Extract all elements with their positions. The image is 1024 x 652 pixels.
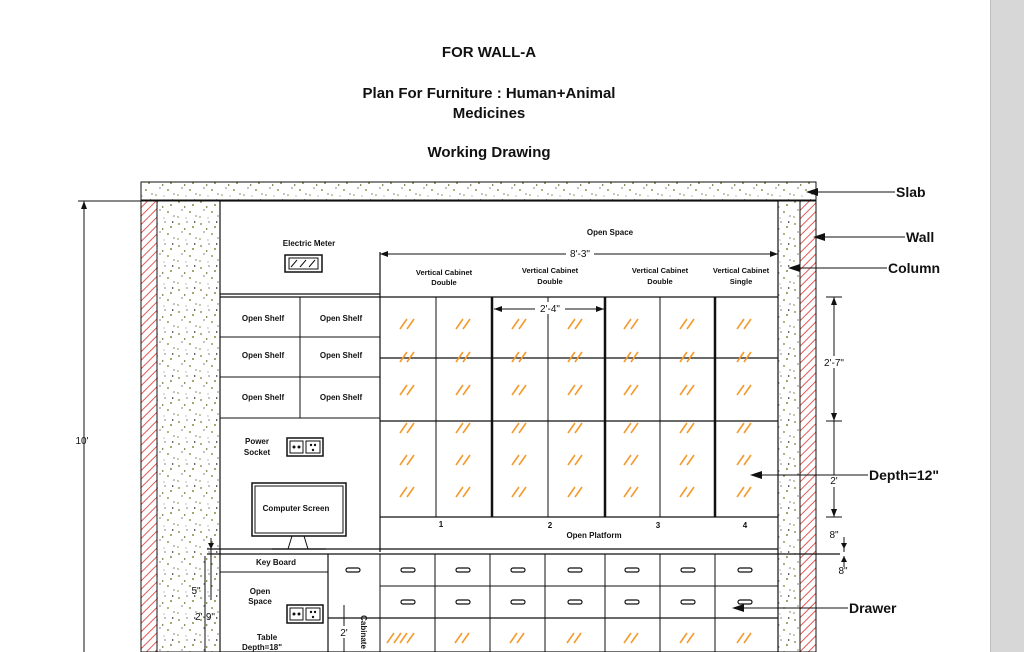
drawer-handle [401, 568, 415, 572]
drawer-handle [511, 600, 525, 604]
dim-right-heights [820, 297, 848, 577]
drawer-handle [681, 568, 695, 572]
table-label-2: Depth=18" [241, 643, 283, 652]
callout-wall-text: Wall [906, 229, 935, 245]
open-shelf-label: Open Shelf [241, 314, 285, 323]
cabinet-header-line2: Double [647, 277, 673, 286]
drawer-handle [625, 600, 639, 604]
open-space-label-1: Open [249, 587, 271, 596]
dim-total-height [75, 201, 141, 652]
cabinet-header-line2: Double [537, 277, 563, 286]
key-board-label: Key Board [255, 558, 297, 567]
callout-column-text: Column [888, 260, 941, 276]
power-socket-icon [287, 438, 323, 456]
drawer-handle [738, 600, 752, 604]
open-platform-label: Open Platform [566, 531, 622, 540]
wall-title: FOR WALL-A [441, 44, 537, 61]
open-space-label-2: Space [248, 597, 272, 606]
plan-title-line1: Plan For Furniture : Human+Animal [362, 85, 616, 102]
dim-overall-width-text: 8'-3" [570, 249, 590, 260]
drawer-handle [401, 600, 415, 604]
dim-table-height-text: 2'-9" [195, 612, 215, 623]
cabinet-header-line1: Vertical Cabinet [712, 266, 770, 275]
dim-platform-text: 8" [829, 530, 839, 541]
drawer-handle [738, 568, 752, 572]
cabinet-header-line1: Vertical Cabinet [521, 266, 579, 275]
page-scrollbar[interactable] [990, 0, 1024, 652]
cabinet-number: 4 [742, 521, 748, 530]
callout-slab-text: Slab [896, 184, 926, 200]
drawer-handle [346, 568, 360, 572]
drawer-handle [456, 600, 470, 604]
slab [141, 182, 816, 200]
power-socket-label-1: Power [244, 437, 270, 446]
dim-total-height-text: 10' [75, 436, 89, 447]
electric-meter-icon [285, 255, 322, 272]
open-shelf-label: Open Shelf [241, 393, 285, 402]
table-socket-icon [287, 605, 323, 623]
open-shelf-label: Open Shelf [241, 351, 285, 360]
table-label-1: Table [256, 633, 278, 642]
cabinate-label: Cabinate [359, 615, 368, 649]
cabinet-header-line1: Vertical Cabinet [415, 268, 473, 277]
left-wall [141, 201, 157, 652]
open-space-top-label: Open Space [586, 228, 634, 237]
drawer-handle [456, 568, 470, 572]
drawer-handle [625, 568, 639, 572]
callout-wall [813, 229, 934, 245]
computer-screen-label: Computer Screen [262, 504, 330, 513]
cabinet-header-line2: Single [729, 277, 753, 286]
cabinet-number: 2 [547, 521, 553, 530]
drawer-handle [511, 568, 525, 572]
power-socket-label-2: Socket [243, 448, 271, 457]
open-shelf-label: Open Shelf [319, 393, 363, 402]
dim-cabinet-width-text: 2'-4" [540, 304, 560, 315]
cabinet-number: 3 [655, 521, 661, 530]
callout-drawer-text: Drawer [849, 600, 897, 616]
cabinet-number: 1 [438, 520, 444, 529]
drawer-handle [568, 568, 582, 572]
drawer-handle [681, 600, 695, 604]
dim-keyboard-gap-text: 5" [191, 586, 201, 597]
right-wall [800, 201, 816, 652]
working-drawing-title: Working Drawing [427, 144, 551, 161]
cabinet-header-line2: Double [431, 278, 457, 287]
electric-meter-label: Electric Meter [282, 239, 336, 248]
open-shelf-label: Open Shelf [319, 314, 363, 323]
open-shelf-label: Open Shelf [319, 351, 363, 360]
cabinet-header-line1: Vertical Cabinet [631, 266, 689, 275]
dim-drawer-row-text: 8" [838, 566, 848, 577]
dim-cabinate-height-text: 2' [340, 628, 348, 639]
dim-upper-shelf-text: 2'-7" [824, 358, 844, 369]
callout-depth-text: Depth=12" [869, 467, 940, 483]
plan-title-line2: Medicines [452, 105, 526, 122]
callout-slab [806, 184, 926, 200]
drawer-handle [568, 600, 582, 604]
dim-lower-shelf-text: 2' [830, 476, 838, 487]
